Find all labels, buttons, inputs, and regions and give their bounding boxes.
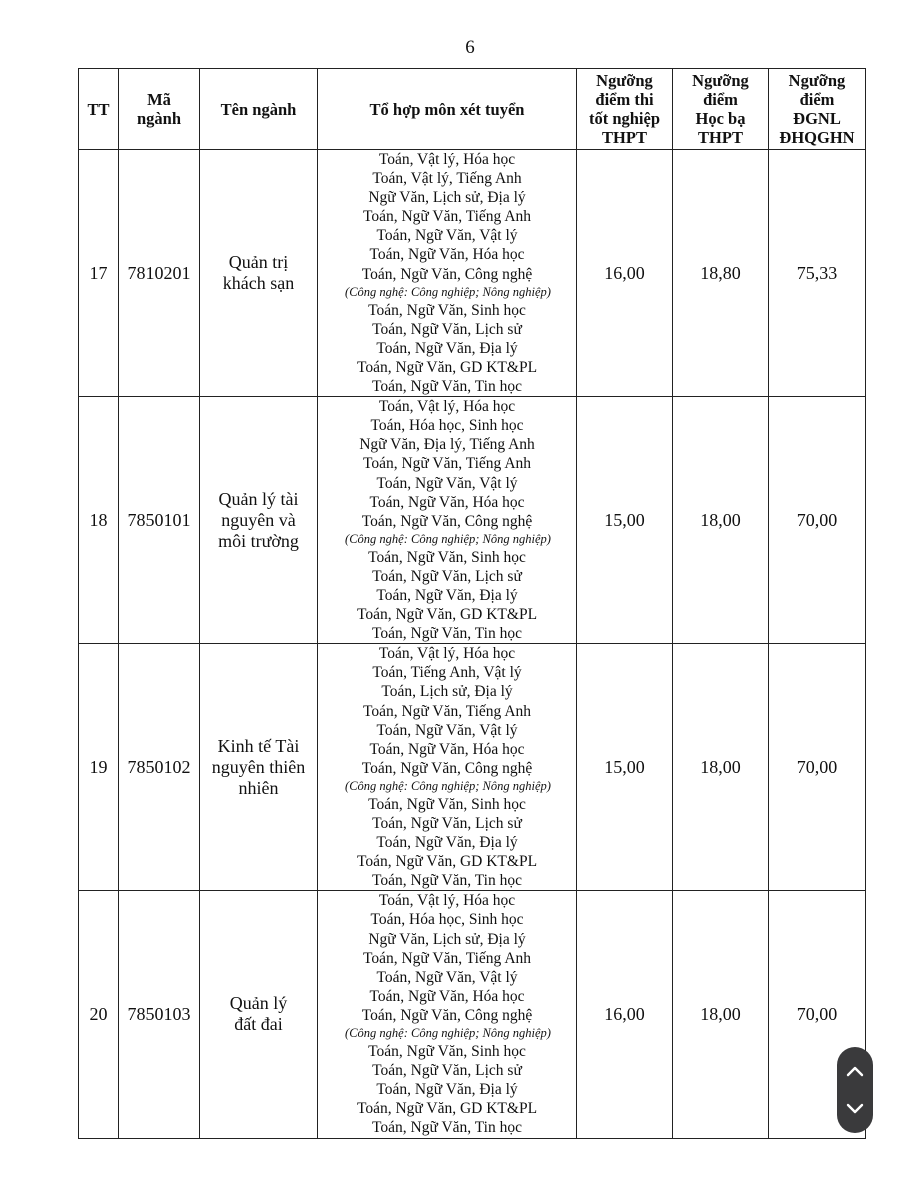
row-dgnl-score: 75,33	[769, 150, 866, 397]
page-number: 6	[465, 37, 475, 58]
header-thpt: Ngưỡng điểm thi tốt nghiệp THPT	[577, 69, 673, 150]
row-name-line: Quản lý tài	[218, 488, 299, 509]
combo-item: Toán, Ngữ Văn, Hóa học	[369, 493, 525, 511]
row-name	[200, 150, 318, 397]
table-row	[79, 644, 866, 891]
combo-item: Toán, Vật lý, Tiếng Anh	[372, 170, 522, 188]
row-dgnl-score: 70,00	[769, 891, 866, 1138]
row-dgnl-score: 70,00	[769, 644, 866, 891]
row-tt: 18	[79, 397, 119, 644]
combo-item: Toán, Ngữ Văn, GD KT&PL	[356, 1100, 538, 1118]
row-name-line: Quản lý	[229, 993, 288, 1014]
row-name	[200, 891, 318, 1138]
combo-item: Toán, Ngữ Văn, Tin học	[372, 625, 522, 643]
row-name-line: khách sạn	[222, 273, 295, 294]
row-dgnl-score: 70,00	[769, 397, 866, 644]
row-tt: 20	[79, 891, 119, 1138]
row-tt: 17	[79, 150, 119, 397]
combo-item: Toán, Ngữ Văn, Công nghệ	[361, 512, 533, 530]
row-name-line: nguyên và	[221, 509, 296, 530]
combo-item: Ngữ Văn, Địa lý, Tiếng Anh	[359, 436, 535, 454]
row-code: 7850101	[119, 397, 200, 644]
row-name-line: đất đai	[234, 1014, 283, 1035]
combo-item: (Công nghệ: Công nghiệp; Nông nghiệp)	[345, 778, 551, 793]
header-code: Mã ngành	[119, 69, 200, 150]
combo-item: Toán, Ngữ Văn, Sinh học	[368, 548, 526, 566]
combo-item: Toán, Ngữ Văn, Địa lý	[376, 339, 518, 357]
combo-item: Toán, Tiếng Anh, Vật lý	[372, 664, 522, 682]
row-name-line: môi trường	[218, 530, 299, 551]
combo-item: Toán, Ngữ Văn, Địa lý	[376, 1081, 518, 1099]
header-combos: Tổ hợp môn xét tuyển	[318, 69, 577, 150]
combo-item: Toán, Vật lý, Hóa học	[378, 892, 516, 910]
table-row	[79, 891, 866, 1138]
combo-item: Toán, Ngữ Văn, Tiếng Anh	[362, 949, 532, 967]
combo-item: Toán, Ngữ Văn, Hóa học	[369, 987, 525, 1005]
combo-item: Toán, Ngữ Văn, Tiếng Anh	[362, 702, 532, 720]
combo-item: Toán, Ngữ Văn, Lịch sử	[372, 567, 522, 585]
combo-item: Toán, Ngữ Văn, GD KT&PL	[356, 606, 538, 624]
combo-item: Toán, Vật lý, Hóa học	[378, 151, 516, 168]
combo-item: Toán, Ngữ Văn, Tin học	[372, 872, 522, 890]
combo-item: Toán, Hóa học, Sinh học	[370, 911, 524, 929]
row-combos	[318, 891, 577, 1138]
combo-item: Toán, Ngữ Văn, GD KT&PL	[356, 853, 538, 871]
row-thpt-score: 16,00	[577, 891, 673, 1138]
row-code: 7810201	[119, 150, 200, 397]
row-tt: 19	[79, 644, 119, 891]
row-hocba-score: 18,00	[673, 397, 769, 644]
combo-item: (Công nghệ: Công nghiệp; Nông nghiệp)	[345, 531, 551, 546]
table-row	[79, 397, 866, 644]
combo-item: Toán, Ngữ Văn, Lịch sử	[372, 815, 522, 832]
row-name	[200, 397, 318, 644]
header-tt: TT	[79, 69, 119, 150]
combo-item: Toán, Ngữ Văn, Tiếng Anh	[362, 455, 532, 473]
row-thpt-score: 15,00	[577, 644, 673, 891]
row-name-line: Quản trị	[228, 252, 289, 273]
header-name: Tên ngành	[200, 69, 318, 150]
combo-item: Toán, Ngữ Văn, Địa lý	[376, 834, 518, 852]
row-name-line: nguyên thiên	[211, 756, 306, 777]
combo-item: Toán, Ngữ Văn, GD KT&PL	[356, 358, 538, 376]
combo-item: Ngữ Văn, Lịch sử, Địa lý	[368, 930, 526, 948]
scroll-navigation	[837, 1047, 873, 1133]
combo-item: Toán, Ngữ Văn, Vật lý	[376, 227, 518, 245]
row-name-line: nhiên	[238, 777, 279, 798]
combo-item: Toán, Lịch sử, Địa lý	[381, 683, 513, 701]
combo-item: Toán, Ngữ Văn, Hóa học	[369, 740, 525, 758]
combo-item: Toán, Ngữ Văn, Sinh học	[368, 301, 526, 319]
chevron-up-icon	[846, 1065, 864, 1077]
row-code: 7850103	[119, 891, 200, 1138]
combo-item: Toán, Ngữ Văn, Địa lý	[376, 586, 518, 604]
combo-item: Toán, Ngữ Văn, Vật lý	[376, 968, 518, 986]
header-row	[79, 69, 866, 150]
combo-item: Toán, Ngữ Văn, Lịch sử	[372, 320, 522, 338]
combo-item: Toán, Ngữ Văn, Vật lý	[376, 721, 518, 739]
combo-item: (Công nghệ: Công nghiệp; Nông nghiệp)	[345, 1026, 551, 1041]
admission-table	[78, 68, 866, 1139]
combo-item: Toán, Ngữ Văn, Tiếng Anh	[362, 208, 532, 226]
combo-item: Toán, Ngữ Văn, Vật lý	[376, 474, 518, 492]
row-hocba-score: 18,80	[673, 150, 769, 397]
header-hocba: Ngưỡng điểm Học bạ THPT	[673, 69, 769, 150]
table-body	[79, 150, 866, 1139]
combo-item: Toán, Ngữ Văn, Công nghệ	[361, 1006, 533, 1024]
scroll-up-button[interactable]	[837, 1051, 873, 1091]
row-combos	[318, 397, 577, 644]
combo-item: Toán, Ngữ Văn, Hóa học	[369, 246, 525, 264]
header-dgnl: Ngưỡng điểm ĐGNL ĐHQGHN	[769, 69, 866, 150]
combo-item: Toán, Ngữ Văn, Công nghệ	[361, 759, 533, 777]
combo-item: Toán, Ngữ Văn, Tin học	[372, 378, 522, 396]
row-code: 7850102	[119, 644, 200, 891]
combo-item: Toán, Vật lý, Hóa học	[378, 645, 516, 663]
row-hocba-score: 18,00	[673, 891, 769, 1138]
combo-item: Toán, Ngữ Văn, Công nghệ	[361, 265, 533, 283]
combo-item: Toán, Hóa học, Sinh học	[370, 417, 524, 435]
combo-item: Toán, Vật lý, Hóa học	[378, 398, 516, 416]
combo-item: Toán, Ngữ Văn, Sinh học	[368, 795, 526, 813]
row-name	[200, 644, 318, 891]
combo-item: Toán, Ngữ Văn, Sinh học	[368, 1043, 526, 1061]
combo-item: Ngữ Văn, Lịch sử, Địa lý	[368, 189, 526, 207]
combo-item: Toán, Ngữ Văn, Lịch sử	[372, 1062, 522, 1080]
row-name-line: Kinh tế Tài	[217, 735, 300, 756]
row-thpt-score: 15,00	[577, 397, 673, 644]
row-combos	[318, 644, 577, 891]
row-hocba-score: 18,00	[673, 644, 769, 891]
row-combos	[318, 150, 577, 397]
combo-item: (Công nghệ: Công nghiệp; Nông nghiệp)	[345, 284, 551, 299]
chevron-down-icon	[846, 1103, 864, 1115]
row-thpt-score: 16,00	[577, 150, 673, 397]
combo-item: Toán, Ngữ Văn, Tin học	[372, 1119, 522, 1137]
table-row	[79, 150, 866, 397]
scroll-down-button[interactable]	[837, 1089, 873, 1129]
